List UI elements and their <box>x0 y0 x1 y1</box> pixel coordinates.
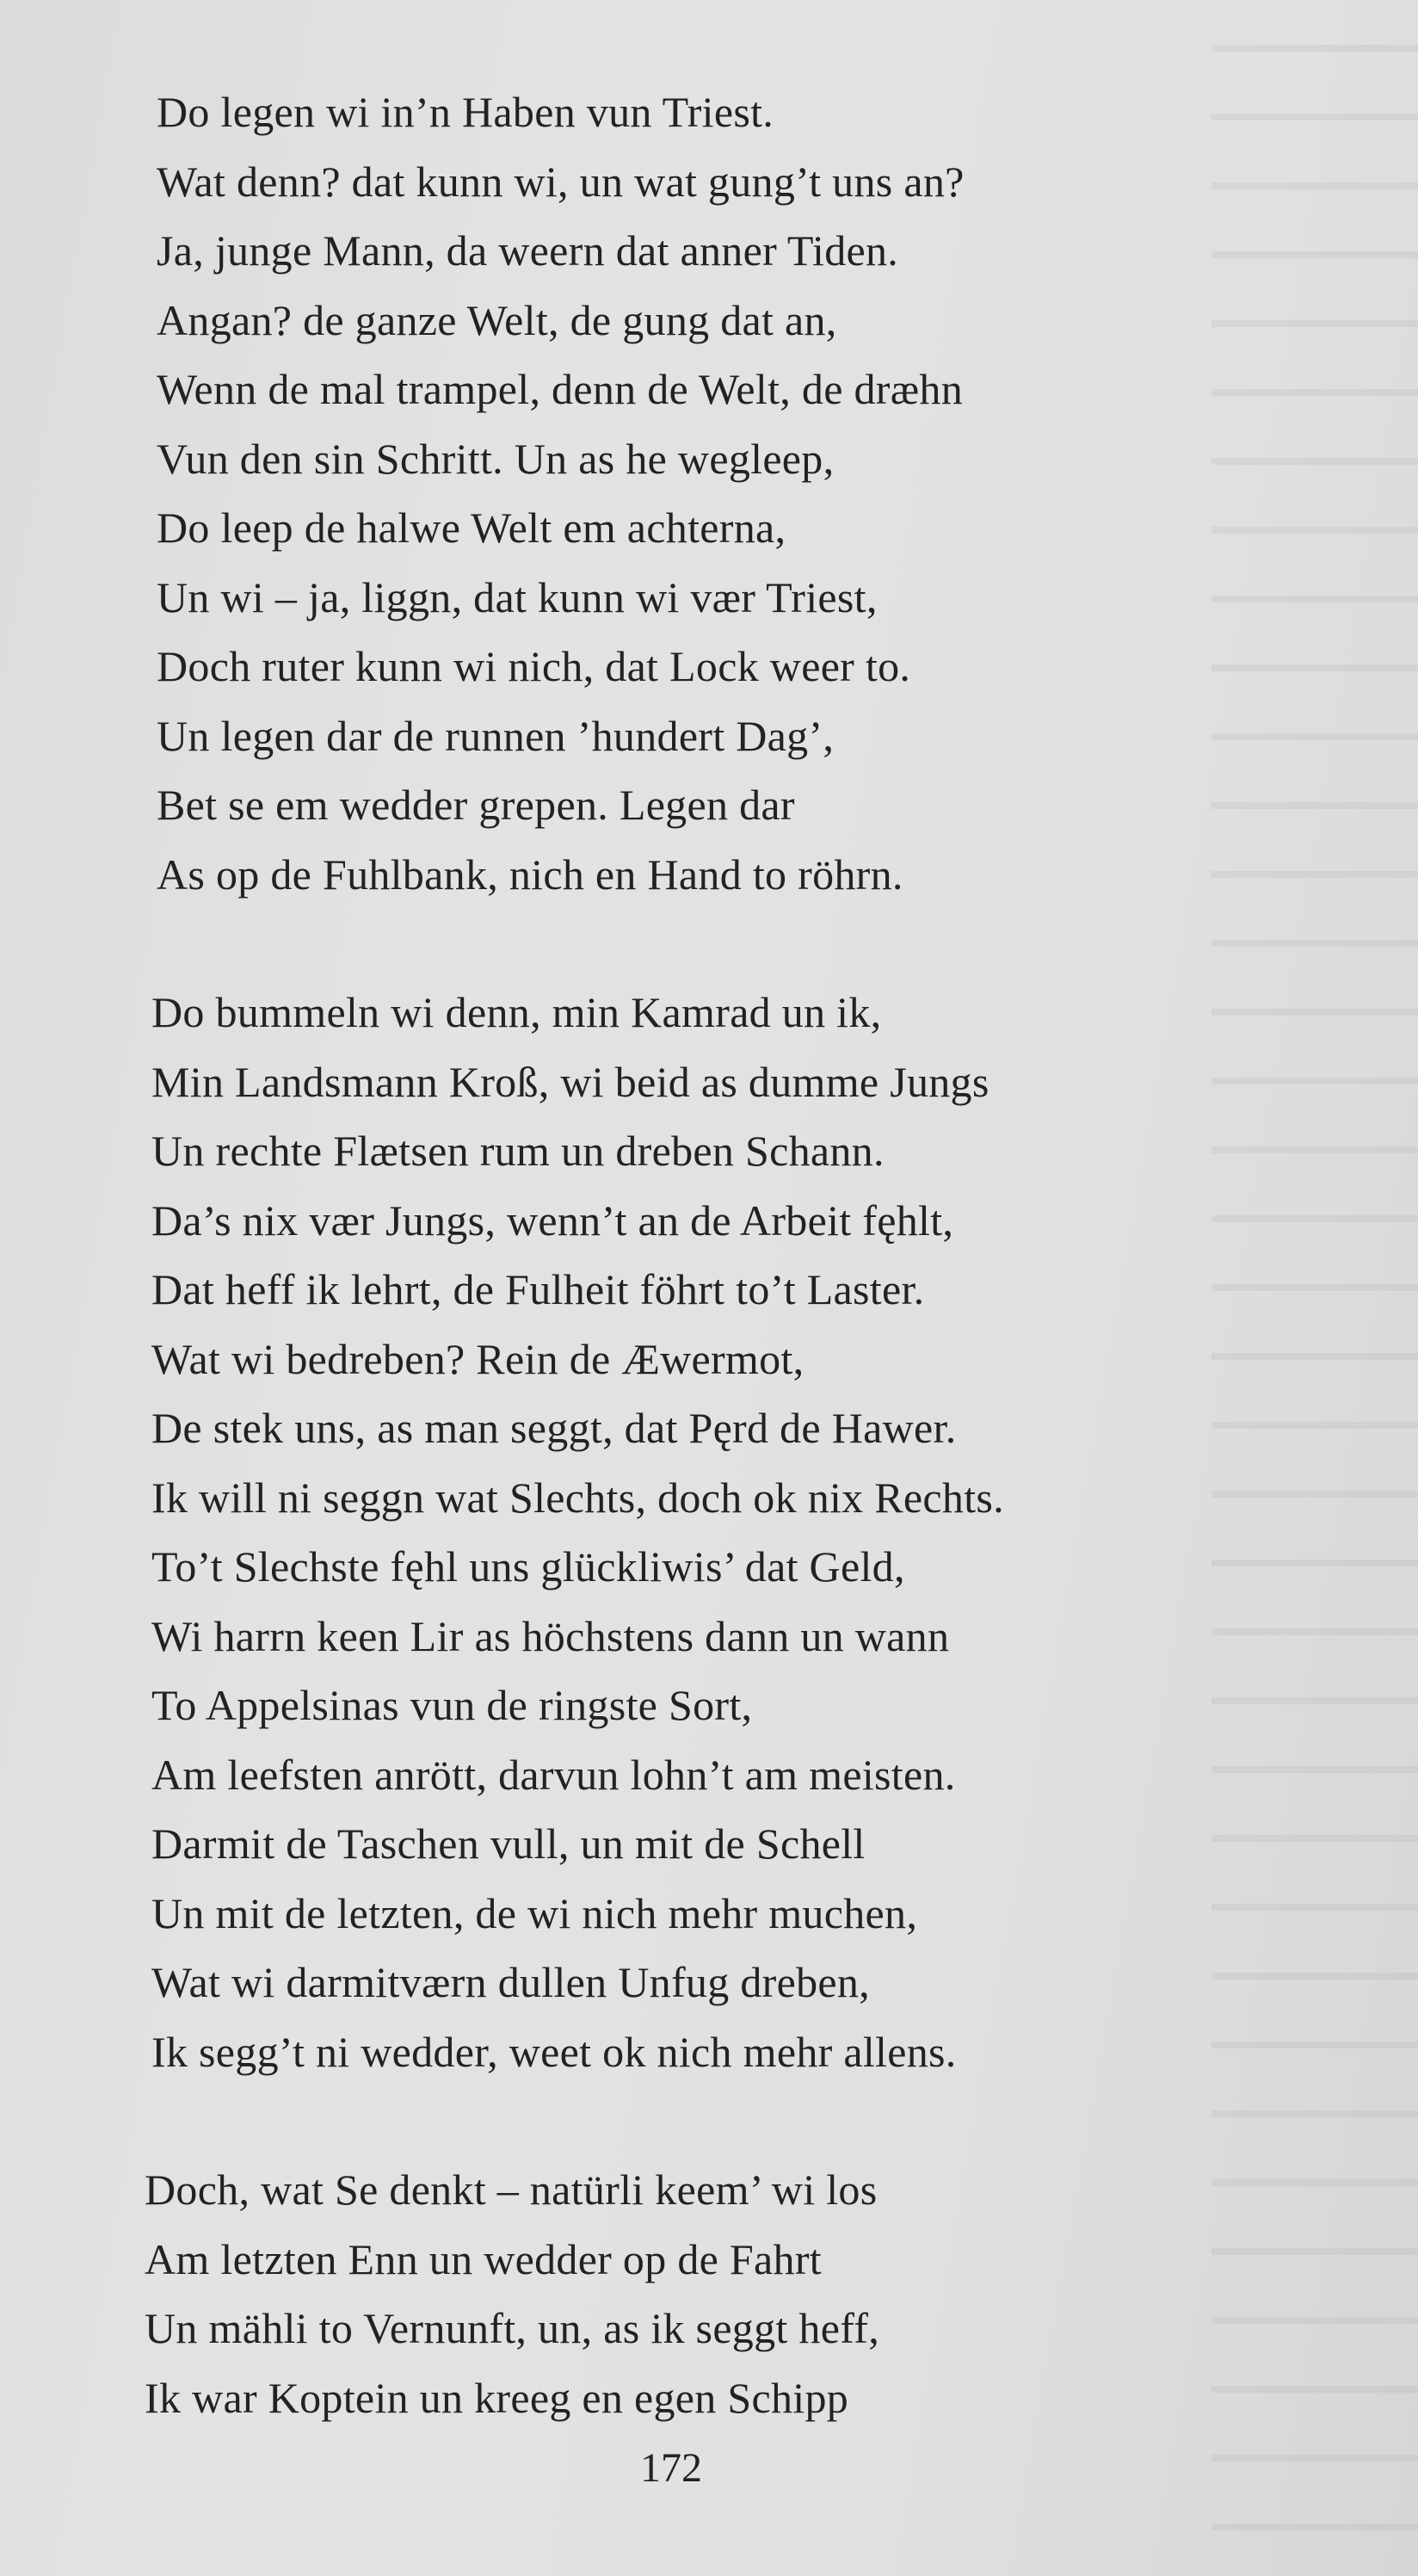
poem-line: Ik war Koptein un kreeg en egen Schipp <box>145 2373 849 2422</box>
poem-text <box>145 77 1263 2432</box>
poem-line: Wi harrn keen Lir as höchstens dann un wann <box>151 1611 950 1660</box>
stanza-3 <box>145 2155 1263 2432</box>
poem-line: Un legen dar de runnen ’hundert Dag’, <box>157 711 835 760</box>
poem-line: Wenn de mal trampel, denn de Welt, de dræhn <box>157 365 963 413</box>
poem-line: Doch, wat Se denkt – natürli keem’ wi los <box>145 2165 878 2214</box>
poem-line: Un wi – ja, liggn, dat kunn wi vær Triest, <box>157 572 878 621</box>
poem-line: Ik segg’t ni wedder, weet ok nich mehr allens. <box>151 2027 957 2076</box>
poem-line: Un mit de letzten, de wi nich mehr muchen, <box>151 1888 918 1937</box>
poem-line: Ja, junge Mann, da weern dat anner Tiden. <box>157 226 899 275</box>
poem-line: Wat wi bedreben? Rein de Æwermot, <box>151 1334 805 1383</box>
poem-line: Un mähli to Vernunft, un, as ik seggt heff, <box>145 2304 879 2352</box>
poem-line: Bet se em wedder grepen. Legen dar <box>157 781 795 829</box>
stanza-2 <box>151 978 1263 2086</box>
page-number: 172 <box>640 2445 702 2491</box>
poem-line: Ik will ni seggn wat Slechts, doch ok nix Rechts. <box>151 1473 1004 1522</box>
poem-line: Darmit de Taschen vull, un mit de Schell <box>151 1819 866 1868</box>
poem-line: Do legen wi in’n Haben vun Triest. <box>157 88 774 136</box>
poem-line: Doch ruter kunn wi nich, dat Lock weer to. <box>157 642 911 690</box>
poem-line: Min Landsmann Kroß, wi beid as dumme Jungs <box>151 1057 990 1106</box>
poem-line: Do leep de halwe Welt em achterna, <box>157 503 786 552</box>
poem-line: Am letzten Enn un wedder op de Fahrt <box>145 2234 822 2283</box>
poem-line: Wat wi darmitværn dullen Unfug dreben, <box>151 1958 870 2006</box>
poem-line: De stek uns, as man seggt, dat Pęrd de Hawer. <box>151 1404 957 1452</box>
poem-line: Do bummeln wi denn, min Kamrad un ik, <box>151 988 882 1036</box>
stanza-1 <box>157 77 1263 909</box>
poem-line: Da’s nix vær Jungs, wenn’t an de Arbeit fęhlt, <box>151 1195 954 1245</box>
poem-line: Wat denn? dat kunn wi, un wat gung’t uns an? <box>157 157 965 206</box>
poem-line: As op de Fuhlbank, nich en Hand to röhrn. <box>157 849 903 899</box>
poem-line: Vun den sin Schritt. Un as he wegleep, <box>157 434 835 483</box>
poem-line: To’t Slechste fęhl uns glückliwis’ dat Geld, <box>151 1542 905 1591</box>
poem-line: Am leefsten anrött, darvun lohn’t am meisten. <box>151 1750 956 1799</box>
poem-line: To Appelsinas vun de ringste Sort, <box>151 1681 753 1729</box>
poem-line: Un rechte Flætsen rum un dreben Schann. <box>151 1127 885 1175</box>
poem-line: Angan? de ganze Welt, de gung dat an, <box>157 295 837 344</box>
poem-line: Dat heff ik lehrt, de Fulheit föhrt to’t Laster. <box>151 1265 925 1313</box>
